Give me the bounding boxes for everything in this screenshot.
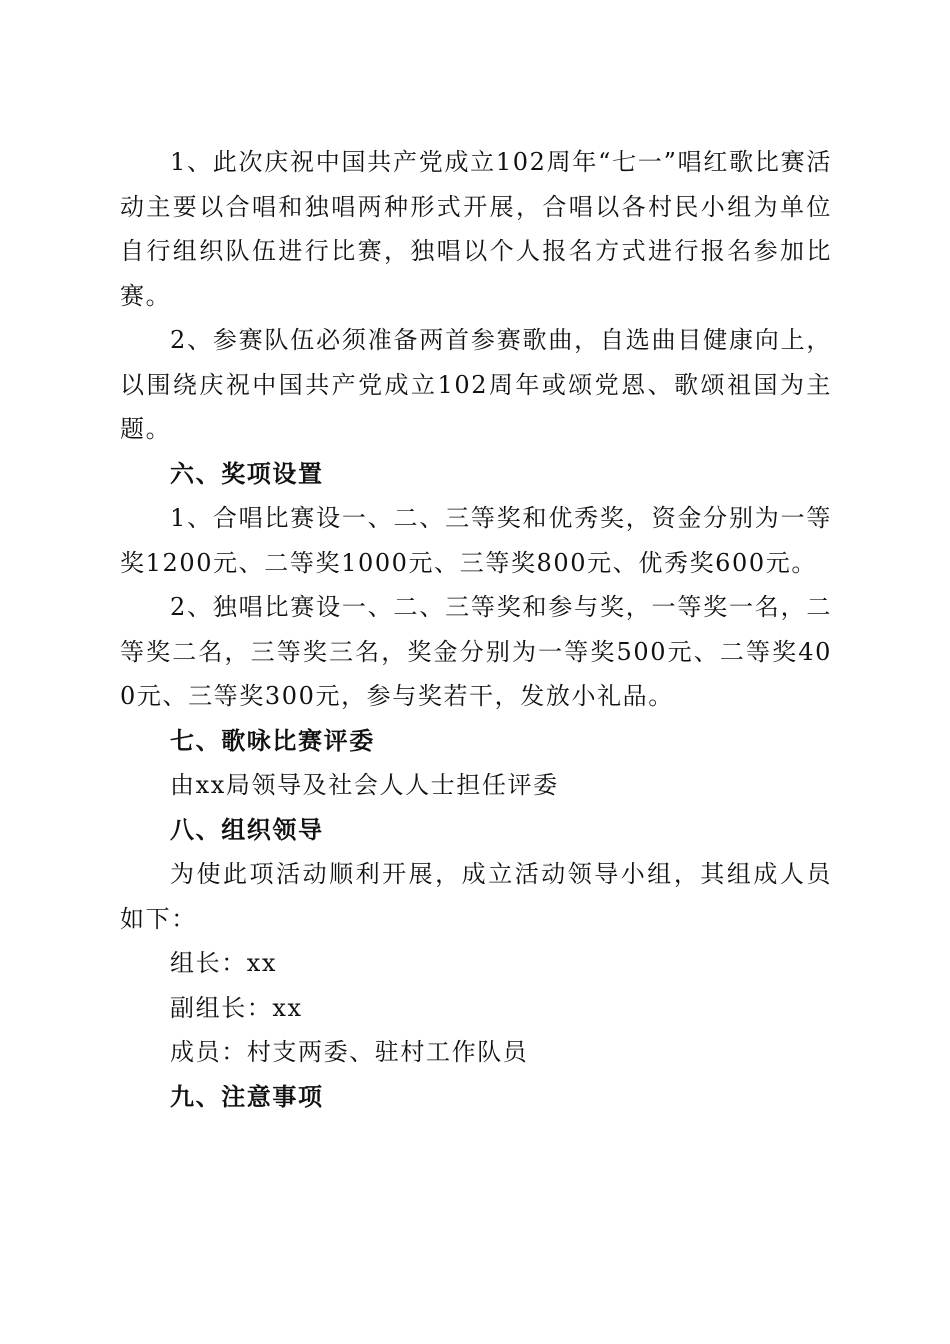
paragraph-solo-awards: 2、独唱比赛设一、二、三等奖和参与奖，一等奖一名，二等奖二名，三等奖三名，奖金分别为一等奖500元、二等奖400元、三等奖300元，参与奖若干，发放小礼品。 bbox=[120, 593, 832, 710]
paragraph-judges: 由xx局领导及社会人人士担任评委 bbox=[170, 771, 559, 799]
line-members: 成员：村支两委、驻村工作队员 bbox=[170, 1038, 529, 1066]
heading-notes: 九、注意事项 bbox=[170, 1082, 324, 1111]
heading-organization: 八、组织领导 bbox=[170, 815, 324, 844]
paragraph-chorus-awards: 1、合唱比赛设一、二、三等奖和优秀奖，资金分别为一等奖1200元、二等奖1000元、三等奖800元、优秀奖600元。 bbox=[120, 504, 832, 577]
document-body bbox=[120, 140, 832, 1119]
line-group-leader: 组长：xx bbox=[170, 949, 278, 977]
heading-judges: 七、歌咏比赛评委 bbox=[170, 726, 375, 755]
paragraph-leadership-group: 为使此项活动顺利开展，成立活动领导小组，其组成人员如下： bbox=[120, 860, 832, 933]
paragraph-song-requirements: 2、参赛队伍必须准备两首参赛歌曲，自选曲目健康向上，以围绕庆祝中国共产党成立102周年或颂党恩、歌颂祖国为主题。 bbox=[120, 326, 832, 443]
line-deputy-leader: 副组长：xx bbox=[170, 993, 303, 1022]
paragraph-competition-format: 1、此次庆祝中国共产党成立102周年“七一”唱红歌比赛活动主要以合唱和独唱两种形式开展，合唱以各村民小组为单位自行组织队伍进行比赛，独唱以个人报名方式进行报名参加比赛。 bbox=[120, 148, 832, 310]
heading-awards: 六、奖项设置 bbox=[170, 459, 324, 488]
